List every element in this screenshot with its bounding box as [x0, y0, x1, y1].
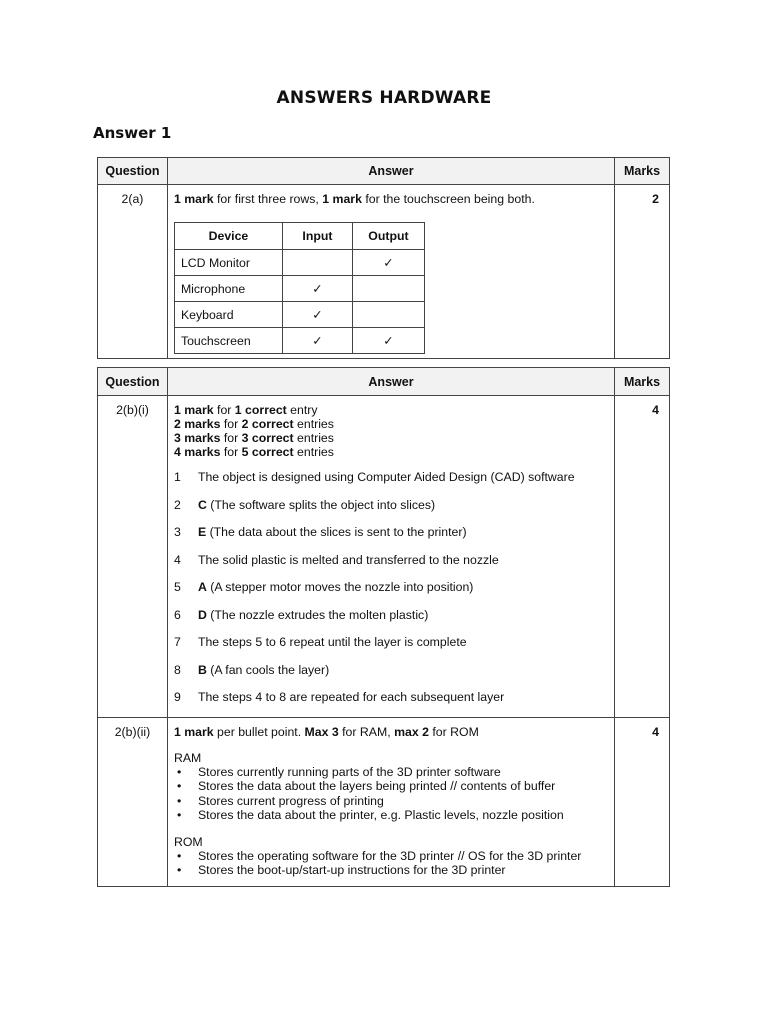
mark-scheme-line: 2 marks for 2 correct entries	[173, 417, 334, 431]
marks-value: 4	[615, 717, 670, 886]
mark-scheme-line: 3 marks for 3 correct entries	[173, 431, 334, 445]
device-name: Keyboard	[174, 302, 282, 328]
device-header: Device	[174, 223, 282, 250]
check-cell	[352, 302, 424, 328]
list-item: • Stores the boot-up/start-up instructions for the 3D printer	[174, 863, 608, 878]
rom-list	[174, 849, 608, 878]
question-number: 2(a)	[98, 185, 168, 359]
header-answer: Answer	[167, 368, 614, 396]
header-marks: Marks	[615, 368, 670, 396]
rom-label: ROM	[173, 834, 203, 849]
page-title: ANSWERS HARDWARE	[276, 88, 492, 108]
header-marks: Marks	[615, 158, 670, 185]
mark-scheme-line: 4 marks for 5 correct entries	[173, 445, 334, 459]
check-cell: ✓	[352, 328, 424, 354]
check-cell: ✓	[282, 302, 352, 328]
header-answer: Answer	[167, 158, 614, 185]
list-item: 8 B (A fan cools the layer)	[173, 662, 330, 677]
table-row	[174, 250, 424, 276]
answer-cell	[167, 396, 614, 718]
answer-cell	[167, 185, 614, 359]
header-question: Question	[98, 158, 168, 185]
list-item: 4 The solid plastic is melted and transferred to the nozzle	[173, 552, 499, 567]
answer-cell	[167, 717, 614, 886]
list-item: 9 The steps 4 to 8 are repeated for each subsequent layer	[173, 690, 505, 704]
mark-scheme-note: 1 mark per bullet point. Max 3 for RAM, max 2 for ROM	[173, 724, 479, 739]
table-row	[174, 302, 424, 328]
list-item: • Stores the operating software for the 3D printer // OS for the 3D printer	[174, 849, 608, 864]
output-header: Output	[352, 223, 424, 250]
list-item: • Stores current progress of printing	[174, 794, 608, 809]
device-table	[174, 222, 425, 354]
device-name: Touchscreen	[174, 328, 282, 354]
table-row	[174, 328, 424, 354]
list-item: • Stores the data about the printer, e.g. Plastic levels, nozzle position	[174, 808, 608, 823]
mark-scheme-note: 1 mark for first three rows, 1 mark for the touchscreen being both.	[173, 192, 535, 206]
list-item: 1 The object is designed using Computer Aided Design (CAD) software	[173, 470, 575, 484]
input-header: Input	[282, 223, 352, 250]
table-row	[174, 276, 424, 302]
mark-scheme-table-2b	[97, 367, 670, 887]
list-item: 2 C (The software splits the object into slices)	[173, 497, 436, 512]
device-name: LCD Monitor	[174, 250, 282, 276]
step-list	[174, 469, 608, 717]
list-item: 7 The steps 5 to 6 repeat until the layer is complete	[173, 635, 467, 649]
list-item: • Stores the data about the layers being printed // contents of buffer	[174, 779, 608, 794]
list-item: 3 E (The data about the slices is sent to the printer)	[173, 525, 467, 539]
ram-label: RAM	[173, 750, 202, 765]
header-question: Question	[98, 368, 168, 396]
ram-list	[174, 765, 608, 823]
check-cell	[352, 276, 424, 302]
mark-scheme-table-2a	[97, 157, 670, 359]
question-number: 2(b)(i)	[98, 396, 168, 718]
check-cell: ✓	[282, 328, 352, 354]
marks-value: 4	[615, 396, 670, 718]
device-name: Microphone	[174, 276, 282, 302]
check-cell	[282, 250, 352, 276]
question-number: 2(b)(ii)	[98, 717, 168, 886]
check-cell: ✓	[352, 250, 424, 276]
answer-heading: Answer 1	[93, 124, 172, 142]
list-item: • Stores currently running parts of the 3D printer software	[174, 765, 608, 780]
list-item: 5 A (A stepper motor moves the nozzle into position)	[173, 580, 474, 594]
list-item: 6 D (The nozzle extrudes the molten plastic)	[173, 607, 429, 622]
check-cell: ✓	[282, 276, 352, 302]
mark-scheme-line: 1 mark for 1 correct entry	[173, 403, 318, 417]
marks-value: 2	[615, 185, 670, 359]
